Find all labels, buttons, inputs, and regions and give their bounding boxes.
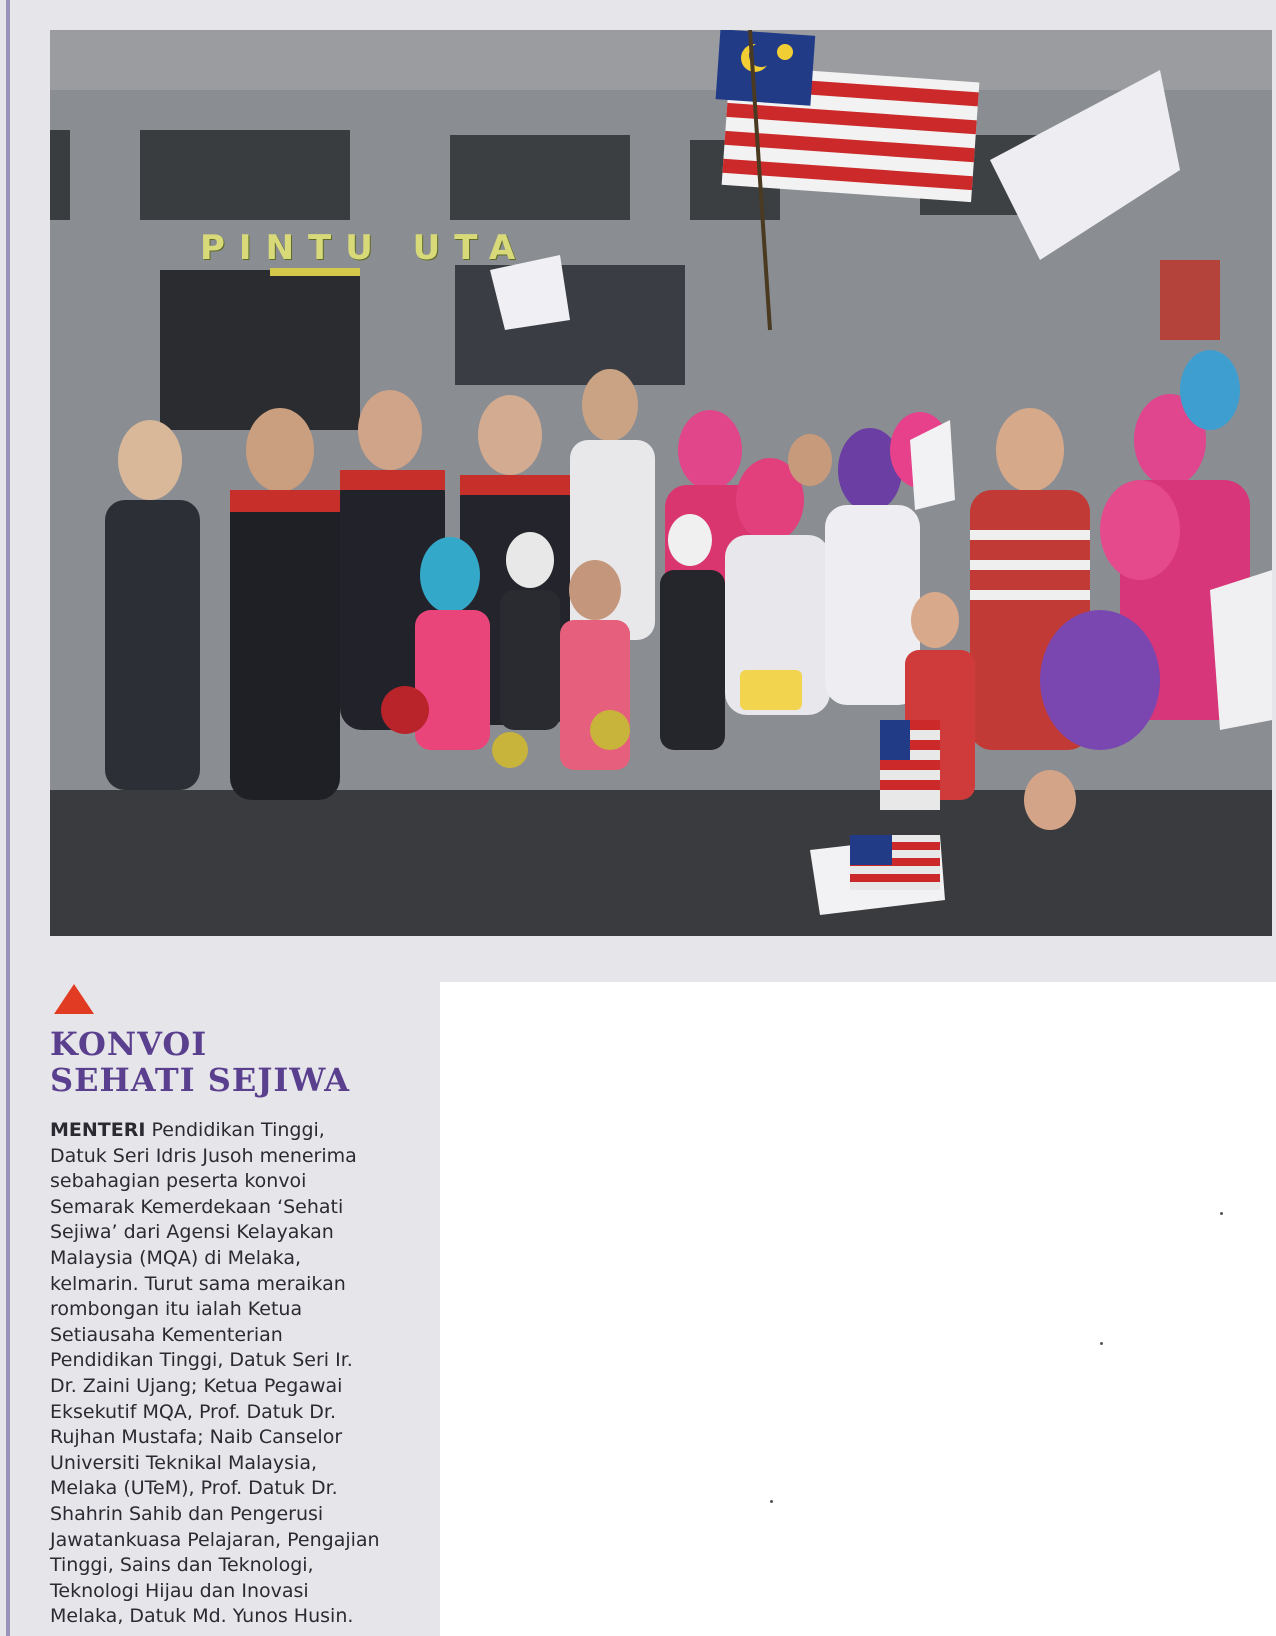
- body-line: Universiti Teknikal Malaysia,: [50, 1451, 318, 1474]
- body-line: sebahagian peserta konvoi: [50, 1170, 307, 1193]
- photo-illustration: [50, 30, 1272, 936]
- paper-speck: [770, 1500, 773, 1503]
- body-line: Pendidikan Tinggi, Datuk Seri Ir.: [50, 1349, 353, 1372]
- body-line: Tinggi, Sains dan Teknologi,: [50, 1554, 314, 1577]
- body-line: [50, 1118, 442, 1144]
- headline-line: KONVOI: [50, 1025, 208, 1063]
- paper-speck: [1220, 1212, 1223, 1215]
- photo-sign-text: PINTU UTA: [200, 228, 530, 268]
- headline: [50, 1026, 440, 1098]
- caption-block: [28, 970, 442, 1636]
- body-lead-word: MENTERI: [50, 1119, 146, 1141]
- headline-line: SEHATI SEJIWA: [50, 1061, 351, 1099]
- body-line: Setiausaha Kementerian: [50, 1323, 283, 1346]
- body-line: Datuk Seri Idris Jusoh menerima: [50, 1144, 357, 1167]
- news-photo: [50, 30, 1272, 936]
- body-line: Teknologi Hijau dan Inovasi: [50, 1579, 309, 1602]
- paper-speck: [1100, 1342, 1103, 1345]
- body-line: kelmarin. Turut sama meraikan: [50, 1272, 346, 1295]
- body-line-text: Pendidikan Tinggi,: [145, 1119, 325, 1141]
- body-line: Melaka (UTeM), Prof. Datuk Dr.: [50, 1477, 338, 1500]
- body-line: rombongan itu ialah Ketua: [50, 1298, 303, 1321]
- caption-body: [50, 1118, 442, 1630]
- page-edge-rule: [6, 0, 10, 1636]
- body-line: Malaysia (MQA) di Melaka,: [50, 1246, 302, 1269]
- body-line: Sejiwa’ dari Agensi Kelayakan: [50, 1221, 334, 1244]
- body-line: Dr. Zaini Ujang; Ketua Pegawai: [50, 1374, 343, 1397]
- triangle-pointer-icon: [54, 984, 94, 1014]
- body-line: Jawatankuasa Pelajaran, Pengajian: [50, 1528, 380, 1551]
- body-line: Rujhan Mustafa; Naib Canselor: [50, 1426, 343, 1449]
- blank-panel: [440, 982, 1276, 1636]
- body-line: Eksekutif MQA, Prof. Datuk Dr.: [50, 1400, 337, 1423]
- body-line: Melaka, Datuk Md. Yunos Husin.: [50, 1605, 354, 1628]
- body-line: Semarak Kemerdekaan ‘Sehati: [50, 1195, 344, 1218]
- body-line: Shahrin Sahib dan Pengerusi: [50, 1502, 324, 1525]
